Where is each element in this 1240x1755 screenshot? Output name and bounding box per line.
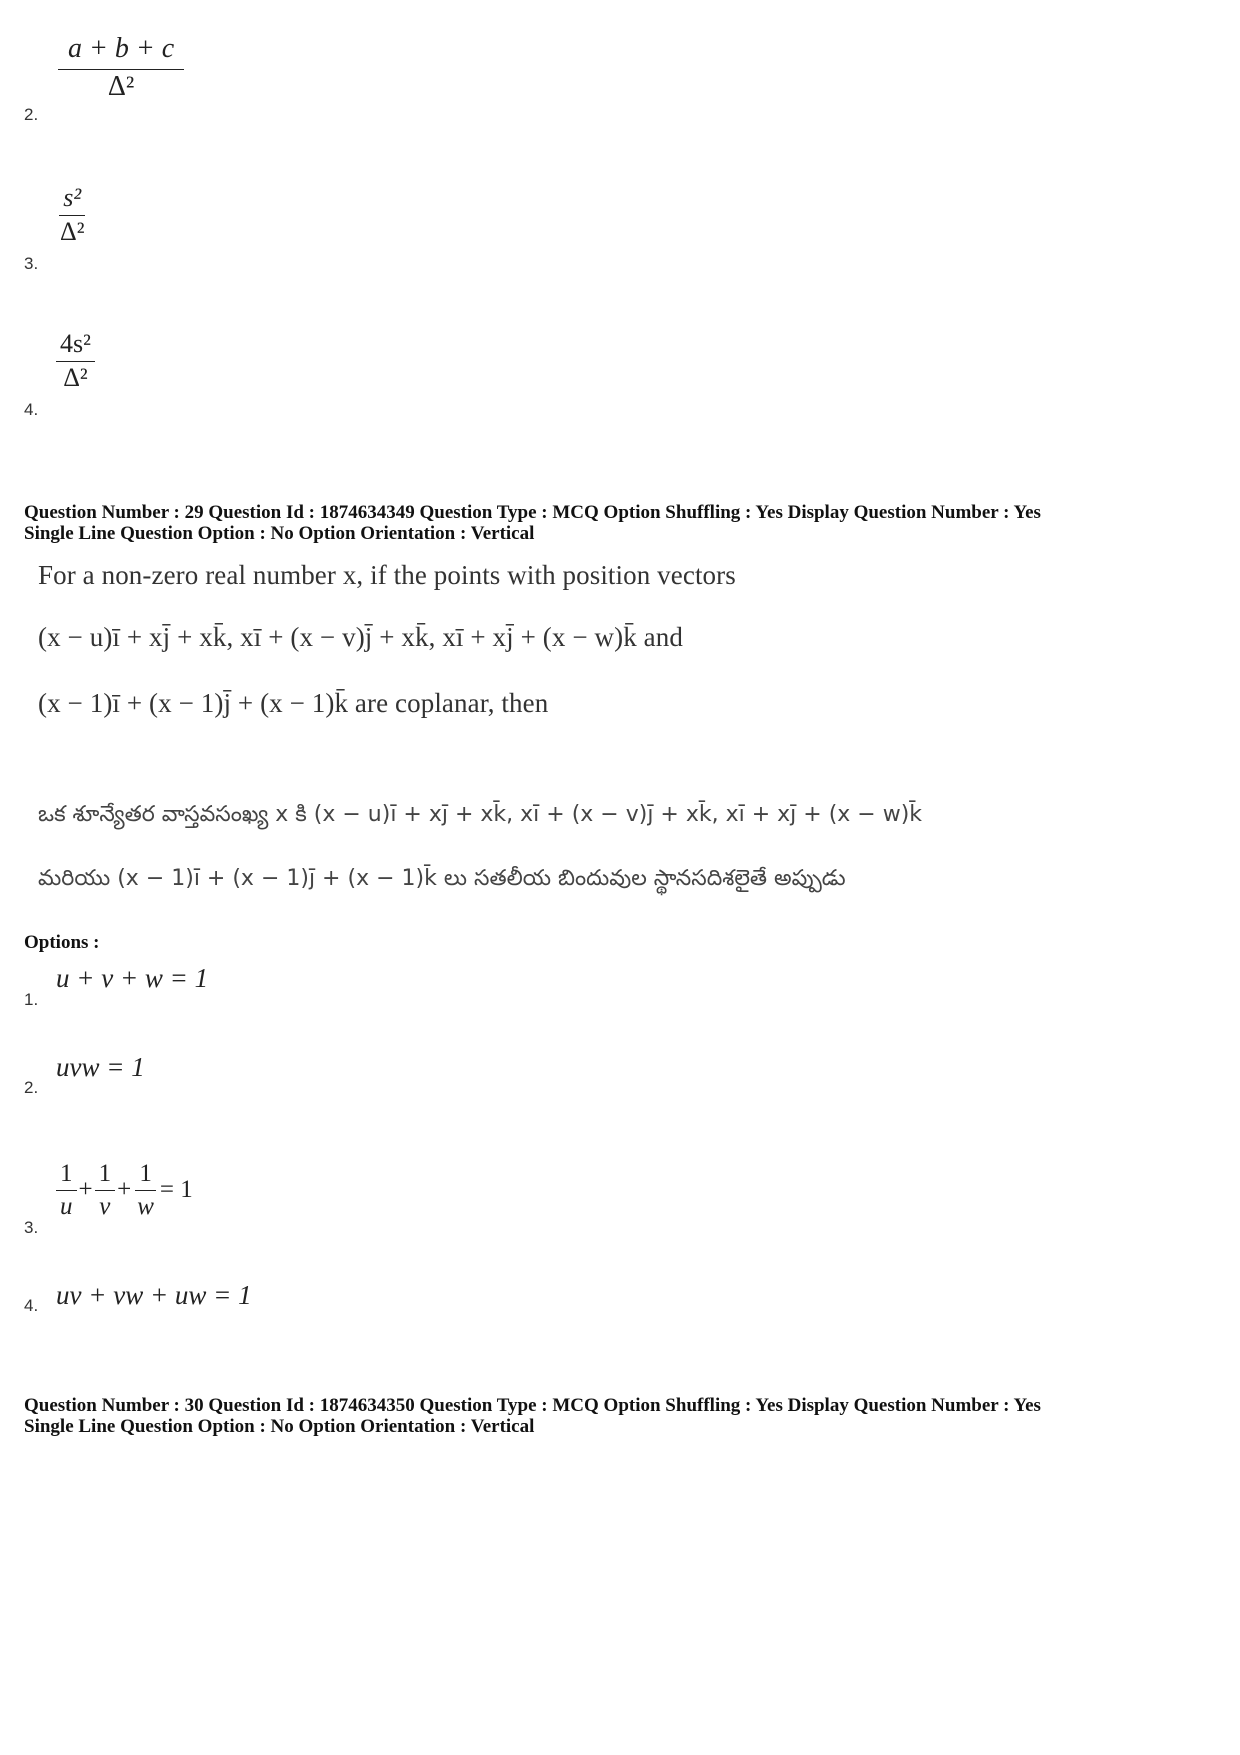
q29-option-3-number: 3. [24, 1218, 39, 1237]
q29-option-1-number: 1. [24, 990, 39, 1009]
q29-english-line3: (x − 1)ī + (x − 1)j̄ + (x − 1)k̄ are coplanar, then [38, 688, 549, 718]
prev-option-3-fraction [56, 184, 89, 246]
q29-option-3-plus-2: + [117, 1176, 132, 1203]
q29-option-3-den-3: w [137, 1192, 154, 1220]
prev-option-4-number: 4. [24, 400, 39, 419]
q29-option-2-number: 2. [24, 1078, 39, 1097]
prev-option-2-numerator: a + b + c [58, 34, 184, 70]
q29-option-3-num-3: 1 [135, 1160, 156, 1191]
q29-option-3-fractions[interactable] [56, 1160, 193, 1220]
prev-option-4-denominator: Δ² [63, 362, 88, 392]
q29-option-4-text[interactable]: uv + vw + uw = 1 [56, 1280, 252, 1310]
prev-option-2-number: 2. [24, 105, 39, 124]
q29-english-line2: (x − u)ī + xj̄ + xk̄, xī + (x − v)j̄ + xk̄, xī + xj̄ + (x − w)k̄ and [38, 622, 683, 652]
q29-option-4-number: 4. [24, 1296, 39, 1315]
q29-option-3-den-1: u [60, 1192, 73, 1220]
prev-option-3-number: 3. [24, 254, 39, 273]
q30-meta-line1: Question Number : 30 Question Id : 1874634350 Question Type : MCQ Option Shuffling : Yes Display Question Number : Yes [24, 1395, 1041, 1416]
q29-options-label: Options : [24, 932, 100, 953]
q29-option-3-rhs: = 1 [159, 1176, 193, 1203]
q29-telugu-line1: ఒక శూన్యేతర వాస్తవసంఖ్య x కి (x − u)ī + xj̄ + xk̄, xī + (x − v)j̄ + xk̄, xī + xj̄ + (x − w)k̄ [38, 802, 923, 827]
q29-option-3-num-1: 1 [56, 1160, 77, 1191]
q29-option-3-num-2: 1 [95, 1160, 116, 1191]
q29-english-line1: For a non-zero real number x, if the points with position vectors [38, 560, 736, 590]
q29-meta-line2: Single Line Question Option : No Option Orientation : Vertical [24, 523, 535, 544]
prev-option-2-fraction [58, 34, 184, 103]
q29-option-2-text[interactable]: uvw = 1 [56, 1052, 145, 1082]
q29-option-3-den-2: v [99, 1192, 111, 1220]
q30-meta-line2: Single Line Question Option : No Option Orientation : Vertical [24, 1416, 535, 1437]
q29-option-3-plus-1: + [78, 1176, 93, 1203]
prev-option-3-denominator: Δ² [60, 216, 85, 246]
prev-option-4-fraction [56, 330, 95, 392]
q29-telugu-line2: మరియు (x − 1)ī + (x − 1)j̄ + (x − 1)k̄ లు సతలీయ బిందువుల స్థానసదిశలైతే అప్పుడు [38, 866, 846, 891]
prev-option-4-numerator: 4s² [56, 330, 95, 362]
prev-option-3-numerator: s² [59, 184, 85, 216]
q29-meta-line1: Question Number : 29 Question Id : 1874634349 Question Type : MCQ Option Shuffling : Yes Display Question Number : Yes [24, 502, 1041, 523]
q29-option-1-text[interactable]: u + v + w = 1 [56, 963, 209, 993]
prev-option-2-denominator: Δ² [107, 70, 135, 102]
